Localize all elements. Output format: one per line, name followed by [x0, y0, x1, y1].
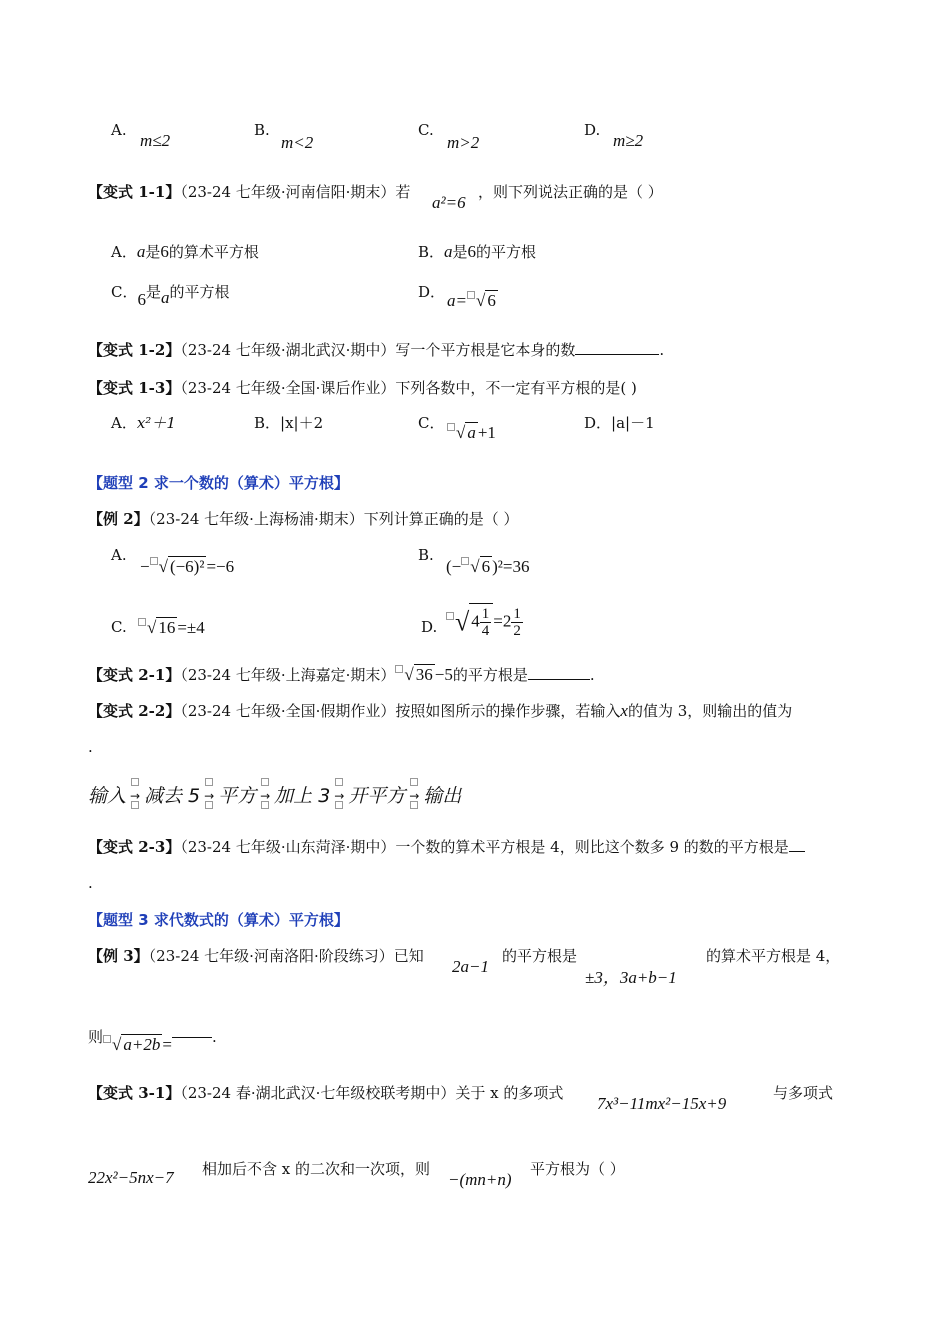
question-text: （23-24 七年级·全国·课后作业）下列各数中，不一定有平方根的是( )	[180, 379, 637, 397]
answer-blank[interactable]	[789, 837, 805, 852]
placeholder-icon	[447, 423, 455, 431]
option-b: B．|x|＋2	[254, 414, 324, 432]
question-label: 【变式 2-1】	[88, 666, 181, 684]
fraction: $\frac{1}{2}$	[513, 606, 521, 639]
option-c: C．6是a的平方根	[111, 283, 230, 309]
question-label: 【变式 2-3】	[88, 838, 181, 856]
question-text: （23-24 七年级·山东菏泽·期中）一个数的算术平方根是 4，则比这个数多 9 的数的平方根是	[180, 838, 789, 856]
option-math: m≥2	[613, 131, 644, 150]
section-heading-type-3: 【题型 3 求代数式的（算术）平方根】	[88, 911, 349, 929]
fraction: $\frac{1}{4}$	[481, 606, 490, 639]
placeholder-icon	[150, 557, 158, 565]
question-text: 与多项式	[773, 1084, 834, 1102]
continuation-dot: .	[88, 874, 93, 892]
question-text: （23-24 七年级·湖北武汉·期中）写一个平方根是它本身的数	[180, 341, 576, 359]
continuation-dot: .	[88, 738, 93, 756]
option-d-math: √ 4 $\frac{1}{4}$ =2 $\frac{1}{2}$	[446, 603, 523, 639]
arrow-icon: →	[202, 778, 216, 815]
question-label: 【变式 3-1】	[88, 1084, 181, 1102]
question-label: 【变式 1-2】	[88, 341, 181, 359]
question-text: （23-24 七年级·上海嘉定·期末）	[180, 666, 396, 684]
option-letter: B.	[254, 121, 270, 139]
question-text: （23-24 春·湖北武汉·七年级校联考期中）关于 x 的多项式	[180, 1084, 564, 1102]
question-label: 【例 2】	[88, 510, 149, 528]
answer-blank[interactable]	[528, 665, 590, 680]
option-d: D．	[418, 283, 446, 301]
flow-step-square: 平方	[218, 785, 257, 807]
option-letter: A.	[111, 121, 127, 139]
option-d: D．|a|－1	[584, 414, 655, 432]
placeholder-icon	[395, 665, 403, 673]
option-math: m>2	[447, 133, 480, 152]
question-label: 【变式 1-1】	[88, 183, 181, 201]
option-a: A．a是6的算术平方根	[111, 242, 259, 261]
placeholder-icon	[103, 1035, 111, 1043]
arrow-icon: →	[332, 778, 346, 815]
question-text: （23-24 七年级·上海杨浦·期末）下列计算正确的是（ ）	[148, 510, 519, 528]
option-b: B.	[418, 546, 434, 564]
option-c-math: √ 16 =±4	[138, 617, 205, 638]
question-math: ±3，3a+b−1	[585, 968, 677, 987]
option-c-math: √ a +1	[447, 422, 496, 443]
question-label: 【变式 2-2】	[88, 702, 181, 720]
option-letter: C.	[418, 121, 434, 139]
option-math: m<2	[281, 133, 314, 152]
then-line: 则 √ a+2b = .	[88, 1028, 217, 1054]
question-math: √ 36 −5	[395, 665, 452, 684]
option-d: D.	[421, 618, 438, 636]
question-math: √ a+2b =	[103, 1035, 172, 1054]
question-label: 【例 3】	[88, 947, 149, 965]
question-text: （23-24 七年级·全国·假期作业）按照如图所示的操作步骤，若输入	[180, 702, 621, 720]
option-letter: D.	[584, 121, 601, 139]
flow-step-output: 输出	[423, 785, 462, 807]
variant-1-2: 【变式 1-2】（23-24 七年级·湖北武汉·期中）写一个平方根是它本身的数 .	[88, 341, 665, 359]
placeholder-icon	[467, 291, 475, 299]
question-math: −(mn+n)	[448, 1170, 512, 1189]
arrow-icon: →	[128, 778, 142, 815]
option-b: B．a是6的平方根	[418, 242, 537, 261]
question-math: 7x³−11mx²−15x+9	[597, 1094, 727, 1113]
placeholder-icon	[446, 612, 454, 620]
question-source: （23-24 七年级·河南信阳·期末）若	[180, 183, 411, 201]
operation-flowchart	[88, 778, 461, 815]
question-tail: ，则下列说法正确的是（ ）	[478, 183, 663, 201]
option-math: m≤2	[140, 131, 171, 150]
answer-blank[interactable]	[172, 1037, 212, 1038]
answer-blank[interactable]	[575, 340, 659, 355]
placeholder-icon	[461, 557, 469, 565]
section-heading-type-2: 【题型 2 求一个数的（算术）平方根】	[88, 474, 349, 492]
flow-step-sqrt: 开平方	[348, 785, 406, 807]
placeholder-icon	[138, 618, 146, 626]
option-d-math: a= √ 6	[447, 291, 496, 310]
question-text: 相加后不含 x 的二次和一次项，则	[202, 1160, 430, 1178]
option-c: C.	[111, 618, 127, 636]
option-a: A.	[111, 546, 127, 564]
question-text: （23-24 七年级·河南洛阳·阶段练习）已知	[148, 947, 424, 965]
question-math: 22x²−5nx−7	[88, 1168, 174, 1187]
arrow-icon: →	[258, 778, 272, 815]
flow-step-add: 加上 3	[274, 785, 331, 807]
question-math: 2a−1	[452, 957, 489, 976]
option-a-math: − √ (−6)² =−6	[140, 557, 235, 576]
question-math: a²=6	[432, 193, 466, 212]
question-text: 的平方根是	[502, 947, 578, 965]
flow-step-subtract: 减去 5	[144, 785, 201, 807]
question-text: 平方根为（ ）	[530, 1160, 625, 1178]
option-c: C．	[418, 414, 445, 432]
variant-2-1: 【变式 2-1】（23-24 七年级·上海嘉定·期末） √ 36 −5的平方根是 .	[88, 665, 595, 684]
question-text: 的算术平方根是 4，	[706, 947, 841, 965]
flow-step-input: 输入	[88, 785, 127, 807]
arrow-icon: →	[407, 778, 421, 815]
option-a: A．x²＋1	[111, 414, 176, 432]
question-label: 【变式 1-3】	[88, 379, 181, 397]
option-b-math: (− √ 6 )²=36	[446, 557, 530, 576]
